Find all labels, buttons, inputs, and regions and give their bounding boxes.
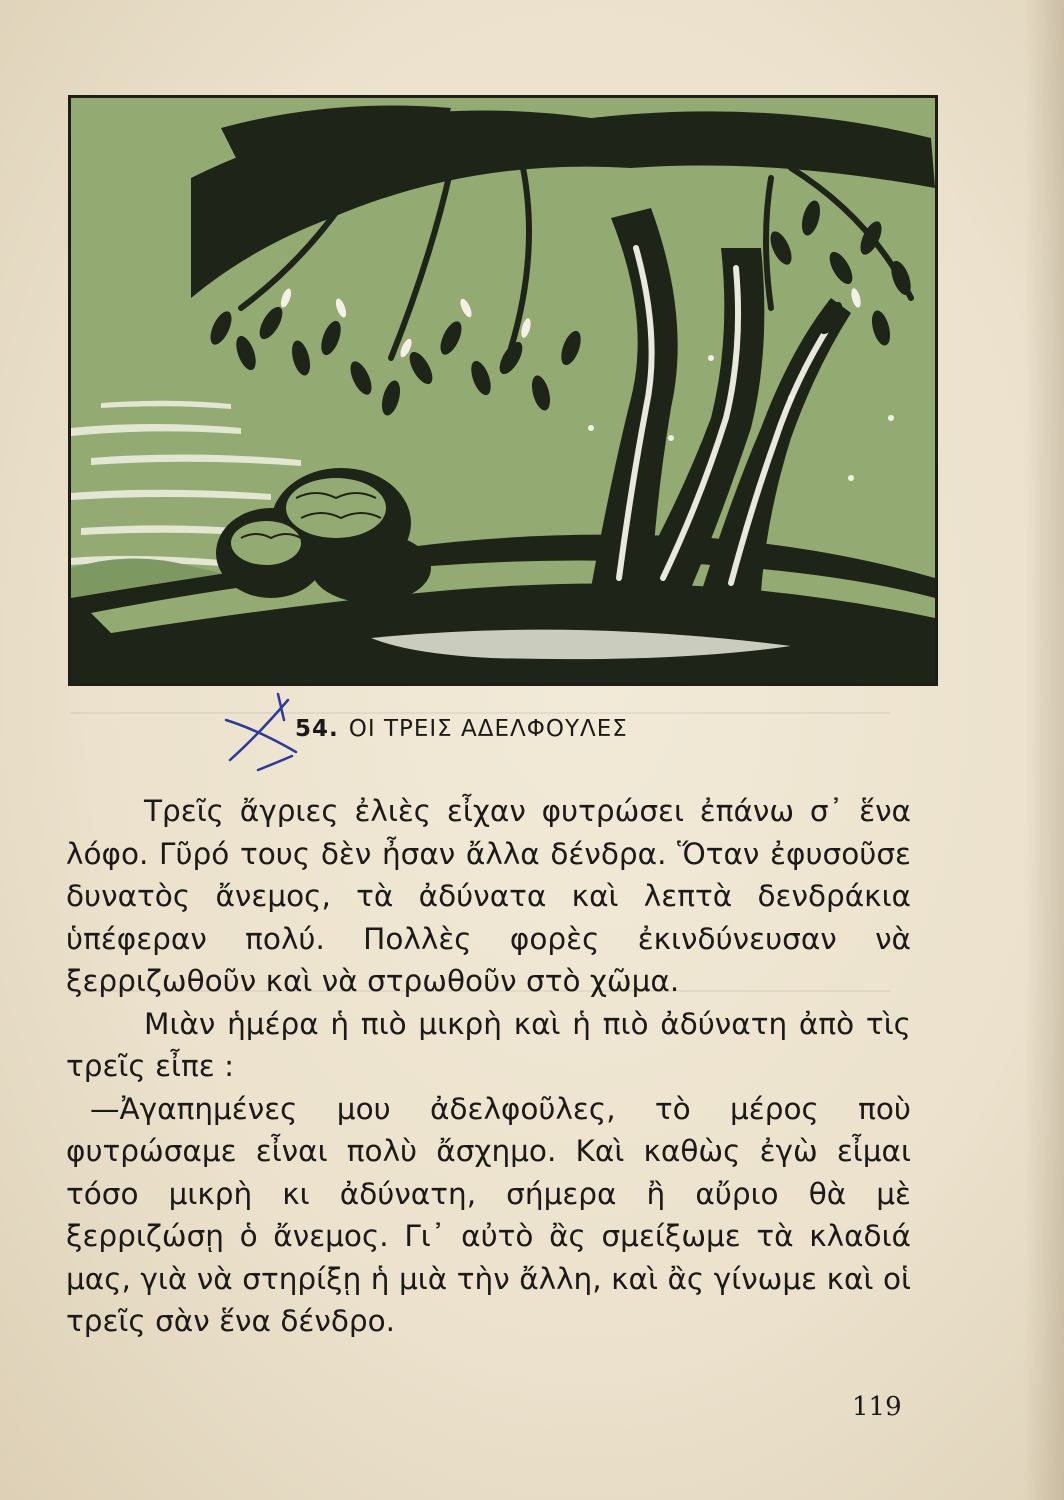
paragraph: Τρεῖς ἄγριες ἐλιὲς εἶχαν φυτρώσει ἐπάνω σ᾽ ἕνα λόφο. Γῦρό τους δὲν ἦσαν ἄλλα δένδρα. Ὅταν ἐφυσοῦσε δυνατὸς ἄνεμος, τὰ ἀδύνατα καὶ λεπτὰ δενδράκια ὑπέφεραν πολύ. Πολλὲς φορὲς ἐκινδύνευσαν νὰ ξερριζωθοῦν καὶ νὰ στρωθοῦν στὸ χῶμα. — [66, 794, 911, 998]
paragraph: Μιὰν ἡμέρα ἡ πιὸ μικρὴ καὶ ἡ πιὸ ἀδύνατη ἀπὸ τὶς τρεῖς εἶπε : — [66, 1006, 911, 1083]
lesson-title: ΟΙ ΤΡΕΙΣ ΑΔΕΛΦΟΥΛΕΣ — [348, 716, 628, 742]
story-text — [66, 790, 911, 1343]
pen-cross-mark — [218, 690, 300, 776]
bleed-through-line — [70, 712, 890, 714]
lesson-heading — [295, 716, 628, 742]
lesson-number: 54. — [295, 716, 339, 742]
paragraph: —Ἀγαπημένες μου ἀδελφοῦλες, τὸ μέρος ποὺ φυτρώσαμε εἶναι πολὺ ἄσχημο. Καὶ καθὼς ἐγὼ εἶμαι τόσο μικρὴ κι ἀδύνατη, σήμερα ἢ αὔριο θὰ μὲ ξερριζώσῃ ὁ ἄνεμος. Γι᾽ αὐτὸ ἂς σμείξωμε τὰ κλαδιά μας, γιὰ νὰ στηρίξῃ ἡ μιὰ τὴν ἄλλη, καὶ ἂς γίνωμε καὶ οἱ τρεῖς σὰν ἕνα δένδρο. — [66, 1091, 911, 1338]
page-number: 119 — [852, 1392, 902, 1422]
page-edge-shadow — [1024, 0, 1064, 1500]
olive-trees-illustration — [68, 95, 938, 686]
